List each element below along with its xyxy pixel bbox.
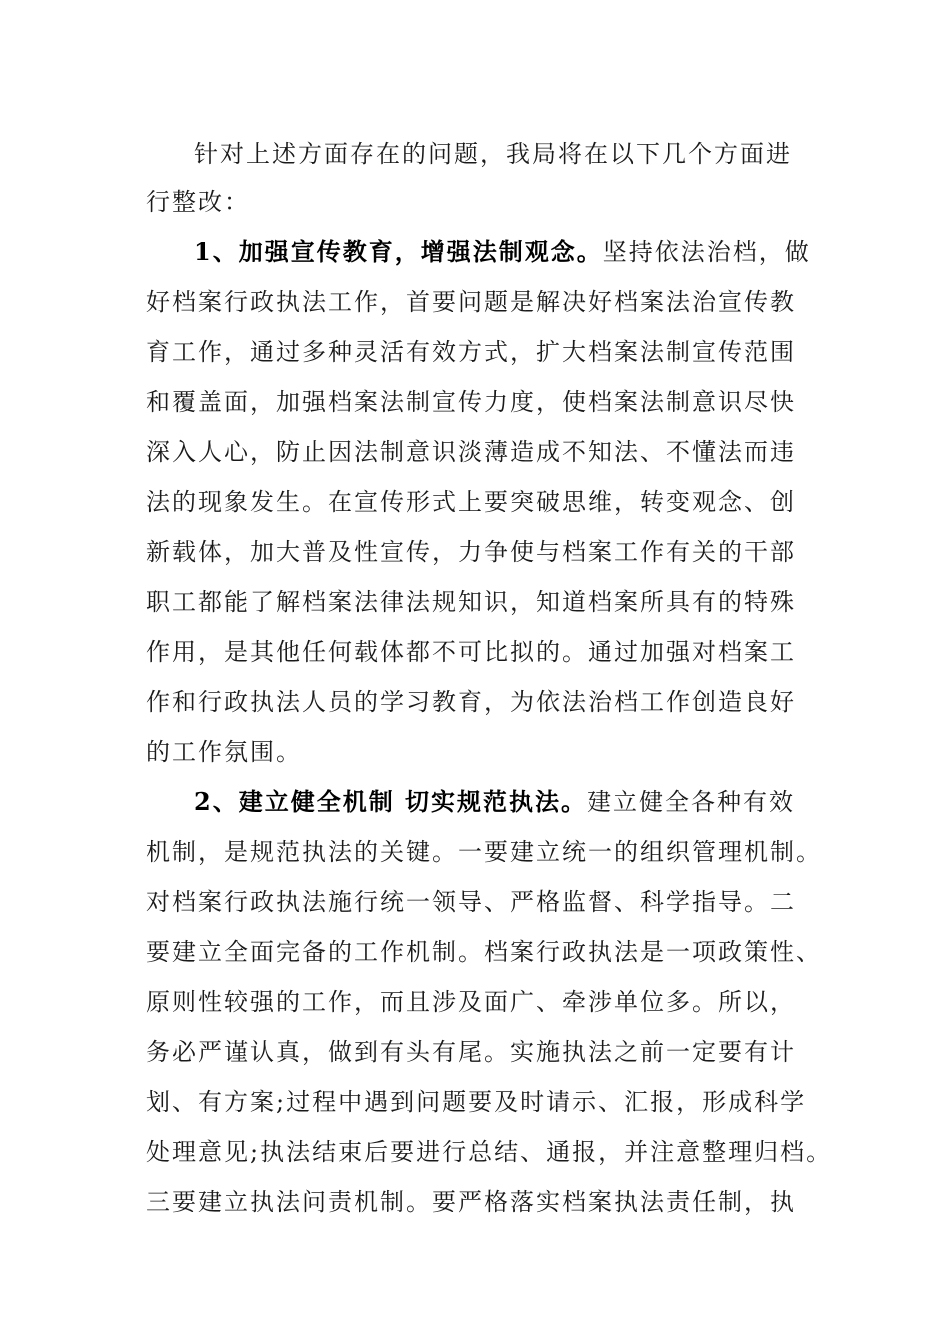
- section1-line: 和覆盖面，加强档案法制宣传力度，使档案法制意识尽快: [146, 388, 796, 416]
- section2-line: 原则性较强的工作，而且涉及面广、牵涉单位多。所以，: [146, 988, 796, 1016]
- section1-line: 作用，是其他任何载体都不可比拟的。通过加强对档案工: [146, 638, 796, 666]
- section1-heading: 1、加强宣传教育，增强法制观念。: [194, 237, 603, 266]
- section2-first-line: [194, 786, 795, 818]
- section1-first-line: [194, 236, 811, 268]
- intro-line-2: 行整改：: [146, 188, 250, 216]
- section1-line: 作和行政执法人员的学习教育，为依法治档工作创造良好: [146, 688, 796, 716]
- section2-line: 要建立全面完备的工作机制。档案行政执法是一项政策性、: [146, 938, 822, 966]
- section1-line: 法的现象发生。在宣传形式上要突破思维，转变观念、创: [146, 488, 796, 516]
- intro-line-1: 针对上述方面存在的问题，我局将在以下几个方面进: [194, 140, 792, 168]
- section2-line: 划、有方案;过程中遇到问题要及时请示、汇报，形成科学: [146, 1088, 807, 1116]
- section2-line: 务必严谨认真，做到有头有尾。实施执法之前一定要有计: [146, 1038, 796, 1066]
- section1-line: 育工作，通过多种灵活有效方式，扩大档案法制宣传范围: [146, 338, 796, 366]
- section2-line: 三要建立执法问责机制。要严格落实档案执法责任制，执: [146, 1188, 796, 1216]
- section1-line: 的工作氛围。: [146, 738, 302, 766]
- section1-first-line-text: 坚持依法治档，做: [602, 238, 811, 266]
- section1-line: 职工都能了解档案法律法规知识，知道档案所具有的特殊: [146, 588, 796, 616]
- section2-line: 机制，是规范执法的关键。一要建立统一的组织管理机制。: [146, 838, 822, 866]
- section1-line: 深入人心，防止因法制意识淡薄造成不知法、不懂法而违: [146, 438, 796, 466]
- section2-heading: 2、建立健全机制 切实规范执法。: [194, 787, 588, 816]
- section2-first-line-text: 建立健全各种有效: [587, 788, 796, 816]
- section1-line: 好档案行政执法工作，首要问题是解决好档案法治宣传教: [146, 288, 796, 316]
- section2-line: 对档案行政执法施行统一领导、严格监督、科学指导。二: [146, 888, 796, 916]
- section1-line: 新载体，加大普及性宣传，力争使与档案工作有关的干部: [146, 538, 796, 566]
- section2-line: 处理意见;执法结束后要进行总结、通报，并注意整理归档。: [146, 1138, 833, 1166]
